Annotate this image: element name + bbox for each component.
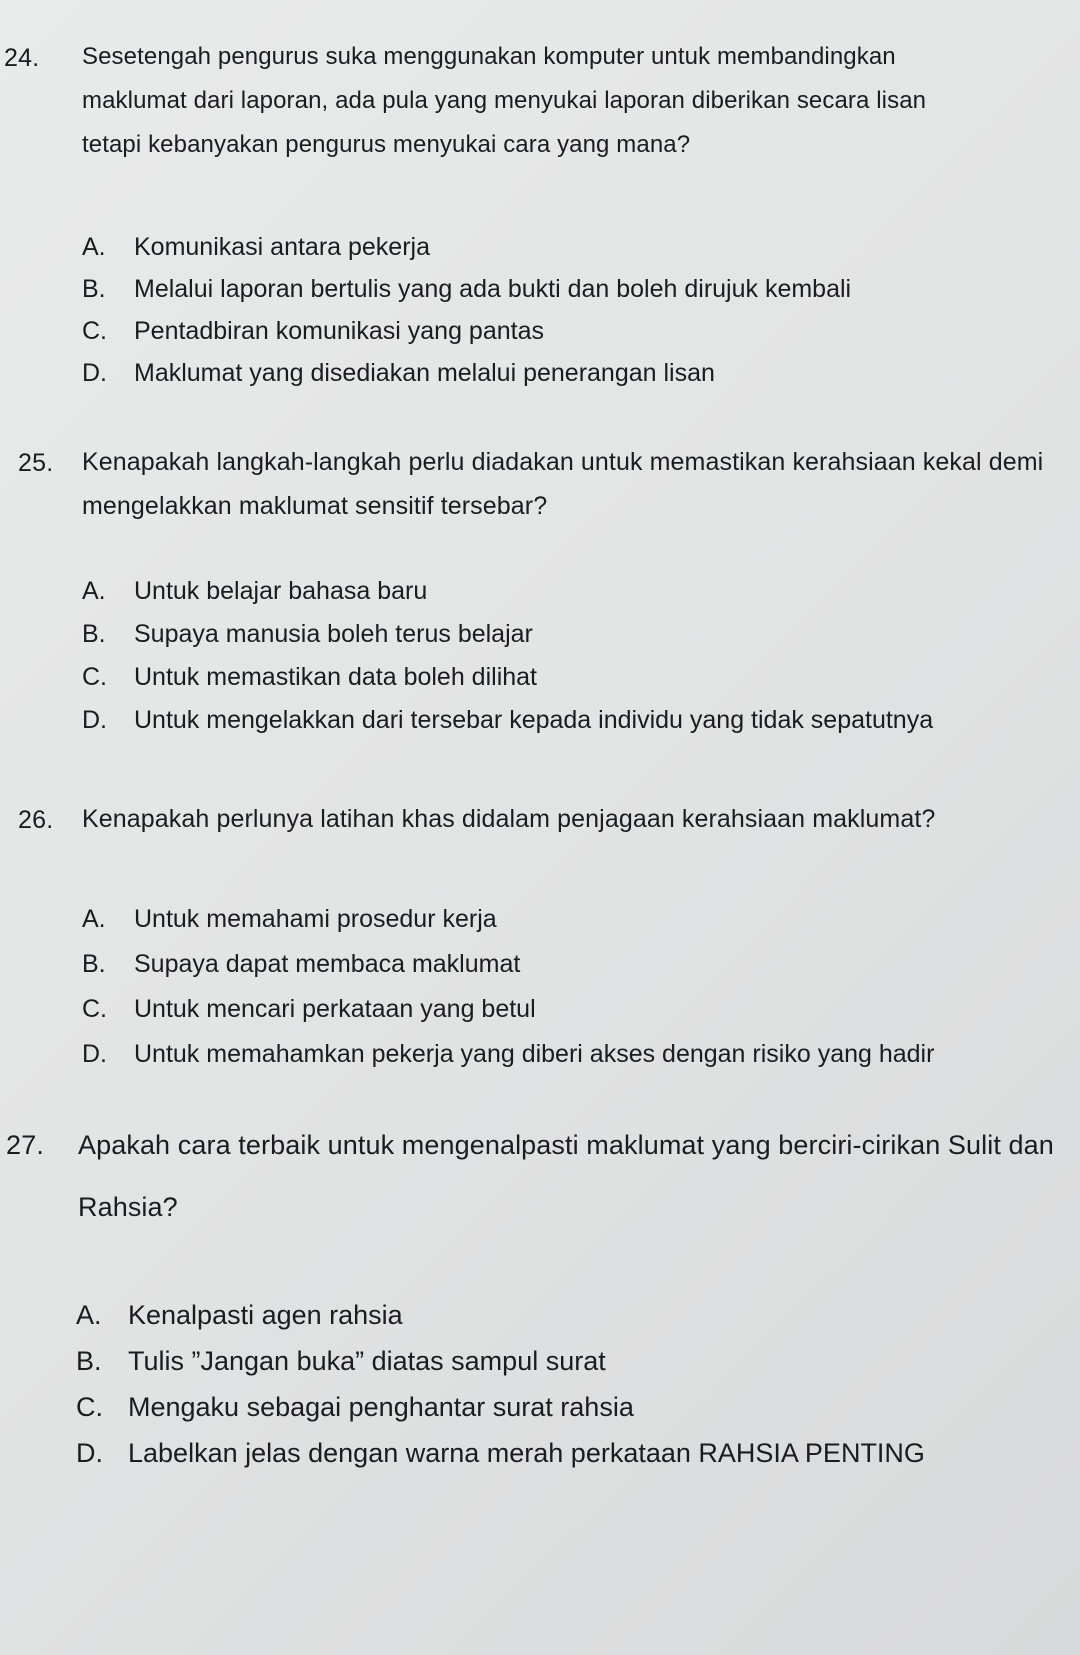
option-text: Komunikasi antara pekerja [134, 233, 430, 261]
option-letter: C. [82, 317, 107, 345]
option-text: Untuk memahamkan pekerja yang diberi akses dengan risiko yang hadir [134, 1040, 935, 1068]
option-text: Untuk mengelakkan dari tersebar kepada individu yang tidak sepatutnya [134, 706, 934, 734]
option-a [82, 904, 934, 949]
option-a [82, 576, 933, 619]
option-text: Maklumat yang disediakan melalui penerangan lisan [134, 359, 715, 387]
option-d [82, 358, 851, 400]
option-text: Supaya dapat membaca maklumat [134, 950, 521, 978]
option-text: Melalui laporan bertulis yang ada bukti dan boleh dirujuk kembali [134, 275, 852, 303]
option-letter: B. [82, 275, 106, 303]
option-letter: A. [82, 577, 106, 605]
option-list [82, 904, 934, 1084]
option-text: Untuk mencari perkataan yang betul [134, 995, 536, 1023]
option-letter: B. [82, 950, 106, 978]
option-text: Labelkan jelas dengan warna merah perkataan RAHSIA PENTING [128, 1438, 925, 1468]
question-number: 26. [18, 806, 54, 834]
option-text: Pentadbiran komunikasi yang pantas [134, 317, 544, 345]
option-letter: D. [76, 1438, 103, 1468]
option-letter: D. [82, 359, 107, 387]
option-b [82, 274, 851, 316]
option-letter: C. [82, 995, 107, 1023]
option-text: Kenalpasti agen rahsia [128, 1300, 403, 1330]
option-a [76, 1300, 925, 1346]
option-text: Untuk memastikan data boleh dilihat [134, 663, 538, 691]
option-c [82, 316, 851, 358]
option-letter: A. [82, 905, 106, 933]
option-c [82, 994, 934, 1039]
option-d [76, 1438, 925, 1484]
option-c [76, 1392, 925, 1438]
option-letter: A. [82, 233, 106, 261]
option-text: Untuk memahami prosedur kerja [134, 905, 497, 933]
option-d [82, 1039, 934, 1084]
option-letter: C. [82, 663, 107, 691]
option-text: Untuk belajar bahasa baru [134, 577, 428, 605]
option-text: Supaya manusia boleh terus belajar [134, 620, 533, 648]
question-text: Kenapakah langkah-langkah perlu diadakan untuk memastikan kerahsiaan kekal demi mengelakkan maklumat sensitif tersebar? [82, 448, 1044, 520]
option-text: Mengaku sebagai penghantar surat rahsia [128, 1392, 634, 1422]
question-number: 25. [18, 449, 54, 477]
question-number: 27. [6, 1130, 45, 1160]
option-letter: B. [82, 620, 106, 648]
option-c [82, 662, 933, 705]
question-text: Sesetengah pengurus suka menggunakan komputer untuk membandingkan maklumat dari laporan, ada pula yang menyukai laporan diberikan secara lisan tetapi kebanyakan pengurus menyukai cara yang mana? [82, 43, 927, 158]
option-list [82, 232, 851, 400]
option-b [82, 619, 933, 662]
question-text: Kenapakah perlunya latihan khas didalam penjagaan kerahsiaan maklumat? [82, 805, 936, 833]
option-letter: A. [76, 1300, 102, 1330]
option-a [82, 232, 851, 274]
option-list [82, 576, 933, 748]
option-letter: D. [82, 706, 107, 734]
option-d [82, 705, 933, 748]
option-text: Tulis ”Jangan buka” diatas sampul surat [128, 1346, 606, 1376]
option-letter: C. [76, 1392, 103, 1422]
option-letter: B. [76, 1346, 102, 1376]
option-b [82, 949, 934, 994]
option-b [76, 1346, 925, 1392]
question-number: 24. [4, 44, 40, 72]
question-text: Apakah cara terbaik untuk mengenalpasti maklumat yang berciri-cirikan Sulit dan Rahsia? [78, 1130, 1054, 1222]
option-letter: D. [82, 1040, 107, 1068]
option-list [76, 1300, 925, 1484]
